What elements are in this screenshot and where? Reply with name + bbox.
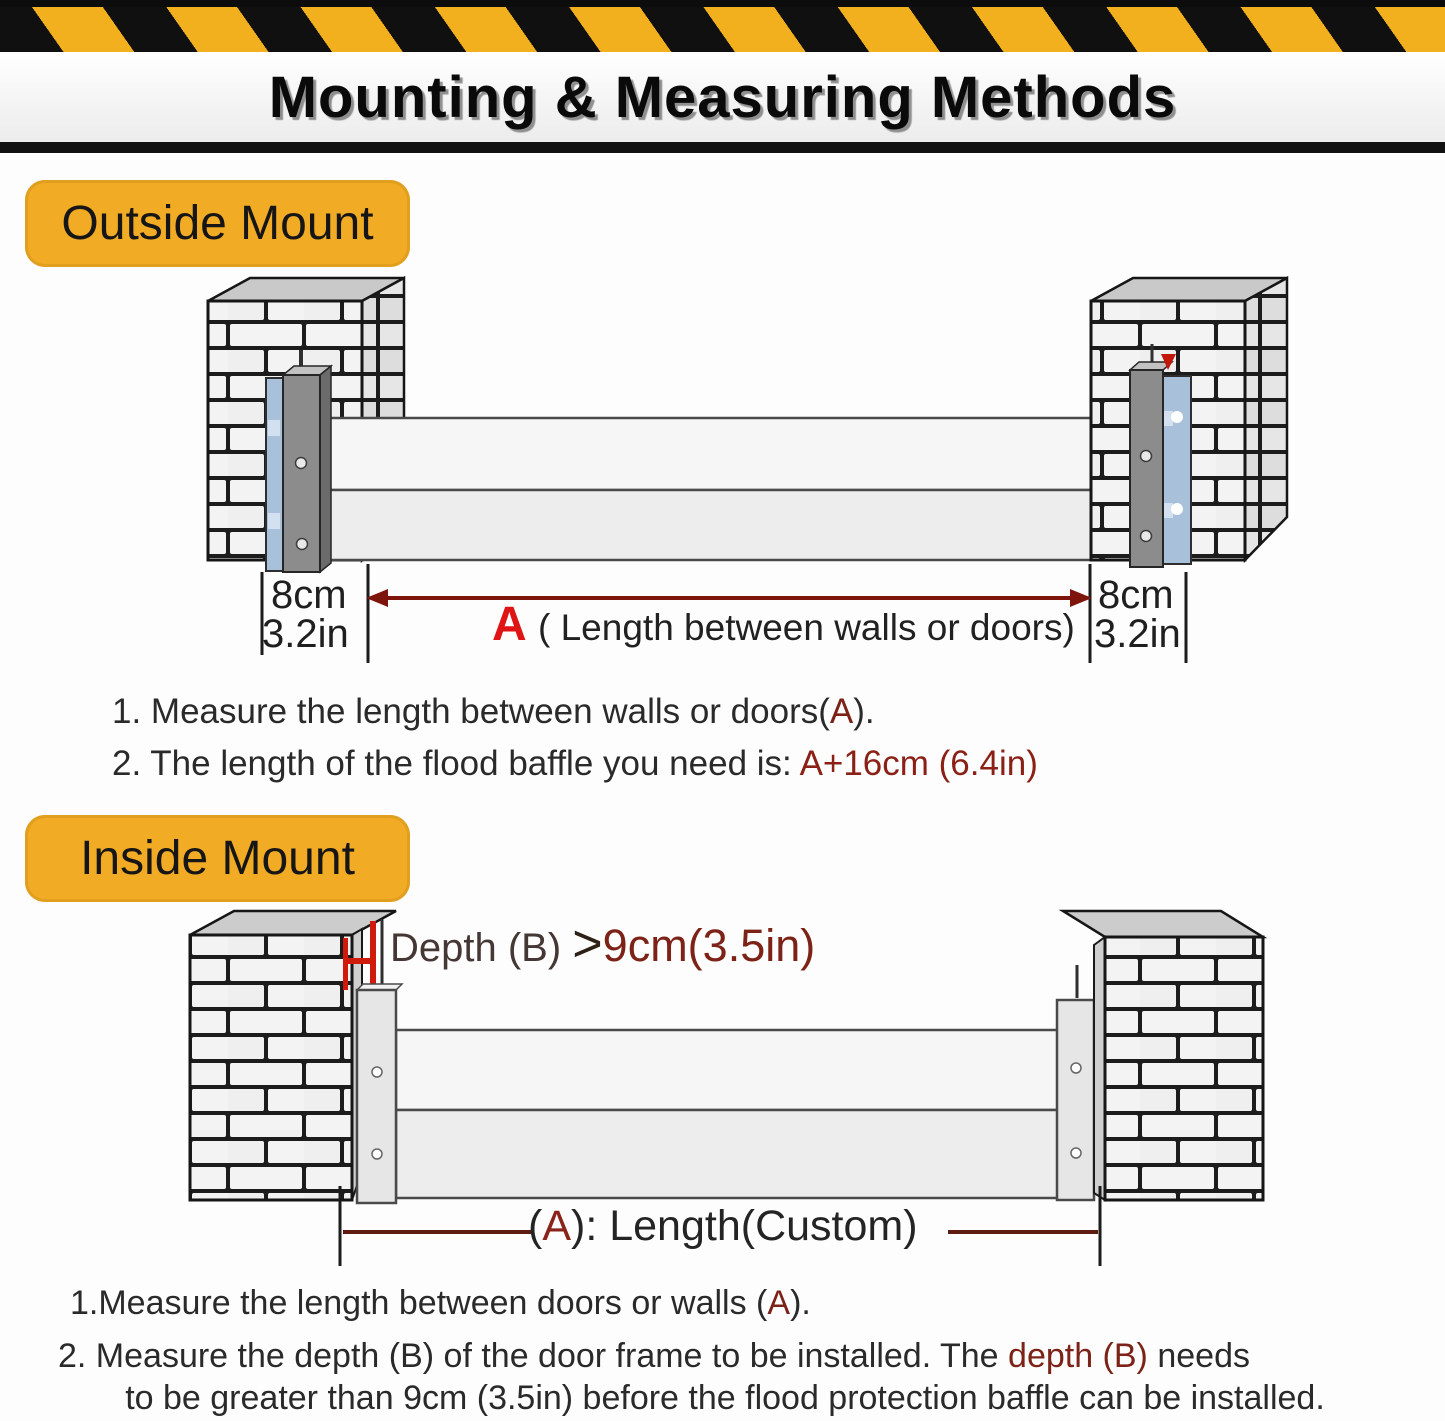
outside-left-dim-in: 3.2in: [262, 612, 349, 656]
inside-right-channel: [1057, 965, 1094, 1200]
length-label-text: ): Length(Custom): [571, 1202, 918, 1250]
outside-flood-baffle-panels: [320, 418, 1130, 560]
outside-span-a-label: A: [492, 598, 527, 651]
inside-mount-badge-label: Inside Mount: [80, 832, 355, 885]
inside-step2-text: 2. Measure the depth (B) of the door frame to be installed. The: [58, 1337, 1009, 1375]
inside-step1-post: ).: [790, 1284, 811, 1322]
outside-left-dim-cm: 8cm: [271, 573, 347, 617]
title-band: [0, 52, 1445, 142]
outside-step1-text: 1. Measure the length between walls or doors(: [112, 692, 830, 731]
outside-step-2: [112, 744, 1038, 784]
inside-flood-baffle-panels: [396, 1030, 1059, 1198]
outside-span-desc-label: ( Length between walls or doors): [538, 607, 1075, 648]
outside-step2-text: 2. The length of the flood baffle you need is:: [112, 744, 800, 783]
outside-left-bracket: [266, 350, 331, 572]
inside-mount-badge: [25, 815, 410, 902]
outside-mount-badge-label: Outside Mount: [61, 197, 374, 250]
outside-step1-post: ).: [853, 692, 875, 731]
inside-left-channel: [357, 984, 402, 1203]
page-title: Mounting & Measuring Methods: [268, 64, 1177, 130]
length-label-paren: (: [528, 1202, 543, 1250]
black-divider: [0, 142, 1445, 153]
outside-right-dim-in: 3.2in: [1094, 612, 1181, 656]
inside-step-2: [58, 1337, 1250, 1376]
inside-right-pillar: [1063, 911, 1263, 1200]
outside-step2-red: A+16cm (6.4in): [799, 744, 1038, 783]
greater-than-sign: >: [572, 915, 603, 973]
outside-step-1: [112, 692, 875, 732]
length-label-a: A: [542, 1202, 572, 1250]
outside-step1-red: A: [829, 692, 854, 731]
inside-step2-red: depth (B): [1008, 1337, 1148, 1375]
inside-step-1: [70, 1284, 811, 1323]
inside-step-2-continued: to be greater than 9cm (3.5in) before the flood protection baffle can be installed.: [125, 1379, 1325, 1417]
inside-step1-text: 1.Measure the length between doors or walls (: [70, 1284, 768, 1322]
inside-step2-post: needs: [1147, 1337, 1250, 1375]
length-custom-label: [528, 1202, 918, 1251]
outside-mount-badge: [25, 180, 410, 267]
depth-label: [390, 914, 815, 974]
depth-label-value: 9cm(3.5in): [602, 920, 816, 971]
inside-step1-red: A: [767, 1284, 791, 1322]
depth-label-text: Depth (B): [390, 926, 573, 970]
outside-right-bracket: [1130, 344, 1191, 567]
outside-right-dim-cm: 8cm: [1098, 573, 1174, 617]
hazard-stripes-banner: [0, 7, 1445, 54]
